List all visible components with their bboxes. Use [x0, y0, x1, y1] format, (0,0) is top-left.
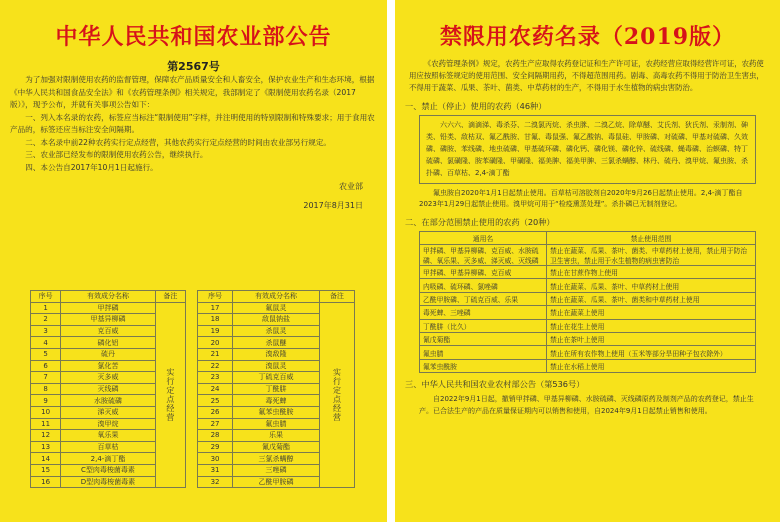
ingredient-name: 氟虫腈	[233, 418, 320, 430]
sign-date: 2017年8月31日	[303, 201, 363, 210]
table-row	[420, 245, 756, 266]
common-name: 内吸磷、硫环磷、氯唑磷	[420, 279, 547, 292]
ingredient-name: C型肉毒梭菌毒素	[61, 464, 156, 476]
row-number: 24	[198, 383, 233, 395]
paragraph-item-2: 二、本名录中前22种农药实行定点经营，其他农药实行定点经营的时间由农业部另行规定。	[25, 137, 332, 147]
row-number: 27	[198, 418, 233, 430]
row-number: 20	[198, 337, 233, 349]
ingredient-name: 灭多威	[61, 372, 156, 384]
section-2-heading: 二、在部分范围禁止使用的农药（20种）	[405, 216, 555, 227]
ingredient-name: 丁酰肼	[233, 383, 320, 395]
banned-note: 氟虫胺自2020年1月1日起禁止使用。百草枯可溶胶剂自2020年9月26日起禁止使用。2,4-滴丁酯自2023年1月29日起禁止使用。溴甲烷可用于“检疫熏蒸处理”。杀扑磷已无制剂登记。	[419, 188, 743, 209]
ingredient-name: 氰戊菊酯	[233, 441, 320, 453]
ban-scope: 禁止在所有农作物上使用（玉米等部分旱田种子包衣除外）	[547, 346, 756, 359]
banned-pesticide-box: 六六六、滴滴涕、毒杀芬、二溴氯丙烷、杀虫脒、二溴乙烷、除草醚、艾氏剂、狄氏剂、汞制剂、砷类、铅类、敌枯双、氟乙酰胺、甘氟、毒鼠强、氟乙酸钠、毒鼠硅、甲胺磷、对硫磷、甲基对硫磷、久效磷、磷胺、苯线磷、地虫硫磷、甲基硫环磷、磷化钙、磷化镁、磷化锌、硫线磷、蝇毒磷、治螟磷、特丁硫磷、氯磺隆、胺苯磺隆、甲磺隆、福美胂、福美甲胂、三氯杀螨醇、林丹、硫丹、溴甲烷、氟虫胺、杀扑磷、百草枯、2,4-滴丁酯	[419, 115, 756, 184]
row-number: 21	[198, 348, 233, 360]
table-row	[420, 306, 756, 319]
ingredient-name: 乙酰甲胺磷	[233, 476, 320, 488]
ingredient-name: 磷化铝	[61, 337, 156, 349]
common-name: 甲拌磷、甲基异柳磷、克百威	[420, 266, 547, 279]
row-number: 30	[198, 453, 233, 465]
table-row	[31, 302, 186, 314]
ingredient-name: 溴敌隆	[233, 348, 320, 360]
common-name: 氰戊菊酯	[420, 332, 547, 345]
table-row	[420, 279, 756, 292]
row-number: 13	[31, 441, 61, 453]
ingredient-name: 氧乐果	[61, 430, 156, 442]
ingredient-name: 溴鼠灵	[233, 360, 320, 372]
row-number: 31	[198, 464, 233, 476]
row-number: 17	[198, 302, 233, 314]
table-row	[420, 266, 756, 279]
row-number: 28	[198, 430, 233, 442]
ingredient-name: 乐果	[233, 430, 320, 442]
row-number: 2	[31, 314, 61, 326]
ban-scope: 禁止在蔬菜、瓜果、茶叶、菌类和中草药材上使用	[547, 292, 756, 305]
table-row	[420, 292, 756, 305]
remark-cell	[155, 302, 185, 488]
header-ban-scope: 禁止使用范围	[547, 231, 756, 244]
row-number: 18	[198, 314, 233, 326]
row-number: 22	[198, 360, 233, 372]
row-number: 10	[31, 406, 61, 418]
ingredient-name: 甲基异柳磷	[61, 314, 156, 326]
restricted-table-a	[30, 290, 186, 488]
paragraph-intro: 为了加强对限制使用农药的监督管理，保障农产品质量安全和人畜安全，保护农业生产和生态环境，根据《中华人民共和国食品安全法》和《农药管理条例》相关规定，我部制定了《限制使用农药名录（2017版）》，现予公布，并就有关事项公告如下：	[10, 75, 375, 109]
announcement-2567-panel	[0, 0, 387, 522]
table-row	[420, 332, 756, 345]
row-number: 4	[31, 337, 61, 349]
common-name: 氟苯虫酰胺	[420, 359, 547, 372]
common-name: 毒死蜱、三唑磷	[420, 306, 547, 319]
ban-scope: 禁止在茶叶上使用	[547, 332, 756, 345]
row-number: 23	[198, 372, 233, 384]
ingredient-name: 硫丹	[61, 348, 156, 360]
header-remark: 备注	[319, 291, 354, 303]
remark-text: 实行定点经营	[332, 367, 342, 422]
list-title: 禁限用农药名录（2019版）	[439, 24, 736, 50]
header-ingredient: 有效成分名称	[61, 291, 156, 303]
ingredient-name: 水胺硫磷	[61, 395, 156, 407]
row-number: 7	[31, 372, 61, 384]
header-ingredient: 有效成分名称	[233, 291, 320, 303]
ingredient-name: 三唑磷	[233, 464, 320, 476]
paragraph-item-3: 三、农业部已经发布的限制使用农药公告，继续执行。	[25, 150, 208, 159]
ingredient-name: 三氯杀螨醇	[233, 453, 320, 465]
ban-scope: 禁止在蔬菜上使用	[547, 306, 756, 319]
remark-text: 实行定点经营	[165, 367, 175, 422]
remark-cell	[319, 302, 354, 488]
paragraph-item-4: 四、本公告自2017年10月1日起施行。	[25, 162, 158, 172]
common-name: 乙酰甲胺磷、丁硫克百威、乐果	[420, 292, 547, 305]
section-1-heading: 一、禁止（停止）使用的农药（46种）	[405, 100, 547, 111]
ingredient-name: 溴甲烷	[61, 418, 156, 430]
ban-scope: 禁止在水稻上使用	[547, 359, 756, 372]
ingredient-name: 氟鼠灵	[233, 302, 320, 314]
ingredient-name: 氟苯虫酰胺	[233, 406, 320, 418]
ingredient-name: D型肉毒梭菌毒素	[61, 476, 156, 488]
row-number: 5	[31, 348, 61, 360]
common-name: 氟虫腈	[420, 346, 547, 359]
ingredient-name: 氯化苦	[61, 360, 156, 372]
row-number: 15	[31, 464, 61, 476]
table-row	[198, 302, 355, 314]
header-remark: 备注	[155, 291, 185, 303]
paragraph-item-1: 一、列入本名录的农药，标签应当标注“限制使用”字样，并注明使用的特别限制和特殊要求；用于食用农产品的，标签还应当标注安全间隔期。	[10, 112, 375, 134]
announcement-number: 第2567号	[167, 60, 220, 73]
ingredient-name: 毒死蜱	[233, 395, 320, 407]
row-number: 3	[31, 325, 61, 337]
banned-pesticide-list-panel	[395, 0, 780, 522]
row-number: 14	[31, 453, 61, 465]
row-number: 1	[31, 302, 61, 314]
ingredient-name: 丁硫克百威	[233, 372, 320, 384]
ingredient-name: 杀鼠醚	[233, 337, 320, 349]
row-number: 9	[31, 395, 61, 407]
row-number: 12	[31, 430, 61, 442]
ban-scope: 禁止在蔬菜、瓜果、茶叶、菌类、中草药材上使用，禁止用于防治卫生害虫，禁止用于水生植物的病虫害防治	[547, 245, 756, 266]
row-number: 25	[198, 395, 233, 407]
ingredient-name: 2,4-滴丁酯	[61, 453, 156, 465]
ingredient-name: 灭线磷	[61, 383, 156, 395]
row-number: 16	[31, 476, 61, 488]
section-3-text: 自2022年9月1日起，撤销甲拌磷、甲基异柳磷、水胺硫磷、灭线磷原药及制剂产品的农药登记，禁止生产。已合法生产的产品在质量保证期内可以销售和使用，自2024年9月1日起禁止销售和使用。	[419, 395, 754, 416]
common-name: 丁酰肼（比久）	[420, 319, 547, 332]
header-no: 序号	[31, 291, 61, 303]
ingredient-name: 敌鼠钠盐	[233, 314, 320, 326]
ingredient-name: 杀鼠灵	[233, 325, 320, 337]
row-number: 32	[198, 476, 233, 488]
ingredient-name: 涕灭威	[61, 406, 156, 418]
restricted-table-b	[197, 290, 355, 488]
partial-ban-table	[419, 231, 756, 374]
table-row	[420, 346, 756, 359]
row-number: 19	[198, 325, 233, 337]
ingredient-name: 百草枯	[61, 441, 156, 453]
row-number: 29	[198, 441, 233, 453]
header-no: 序号	[198, 291, 233, 303]
row-number: 8	[31, 383, 61, 395]
table-row	[420, 359, 756, 372]
row-number: 6	[31, 360, 61, 372]
header-common-name: 通用名	[420, 231, 547, 244]
row-number: 11	[31, 418, 61, 430]
ban-scope: 禁止在蔬菜、瓜果、茶叶、中草药材上使用	[547, 279, 756, 292]
ban-scope: 禁止在甘蔗作物上使用	[547, 266, 756, 279]
row-number: 26	[198, 406, 233, 418]
announcement-title: 中华人民共和国农业部公告	[55, 24, 332, 50]
intro-paragraph: 《农药管理条例》规定，农药生产应取得农药登记证和生产许可证，农药经营应取得经营许可证，农药使用应按照标签规定的使用范围、安全间隔期用药，不得超范围用药。剧毒、高毒农药不得用于防治卫生害虫，不得用于蔬菜、瓜果、茶叶、菌类、中草药材的生产，不得用于水生植物的病虫害防治。	[409, 59, 764, 93]
signer: 农业部	[339, 182, 363, 191]
section-3-heading: 三、中华人民共和国农业农村部公告（第536号）	[405, 379, 585, 390]
ban-scope: 禁止在花生上使用	[547, 319, 756, 332]
ingredient-name: 甲拌磷	[61, 302, 156, 314]
table-row	[420, 319, 756, 332]
ingredient-name: 克百威	[61, 325, 156, 337]
common-name: 甲拌磷、甲基异柳磷、克百威、水胺硫磷、氧乐果、灭多威、涕灭威、灭线磷	[420, 245, 547, 266]
